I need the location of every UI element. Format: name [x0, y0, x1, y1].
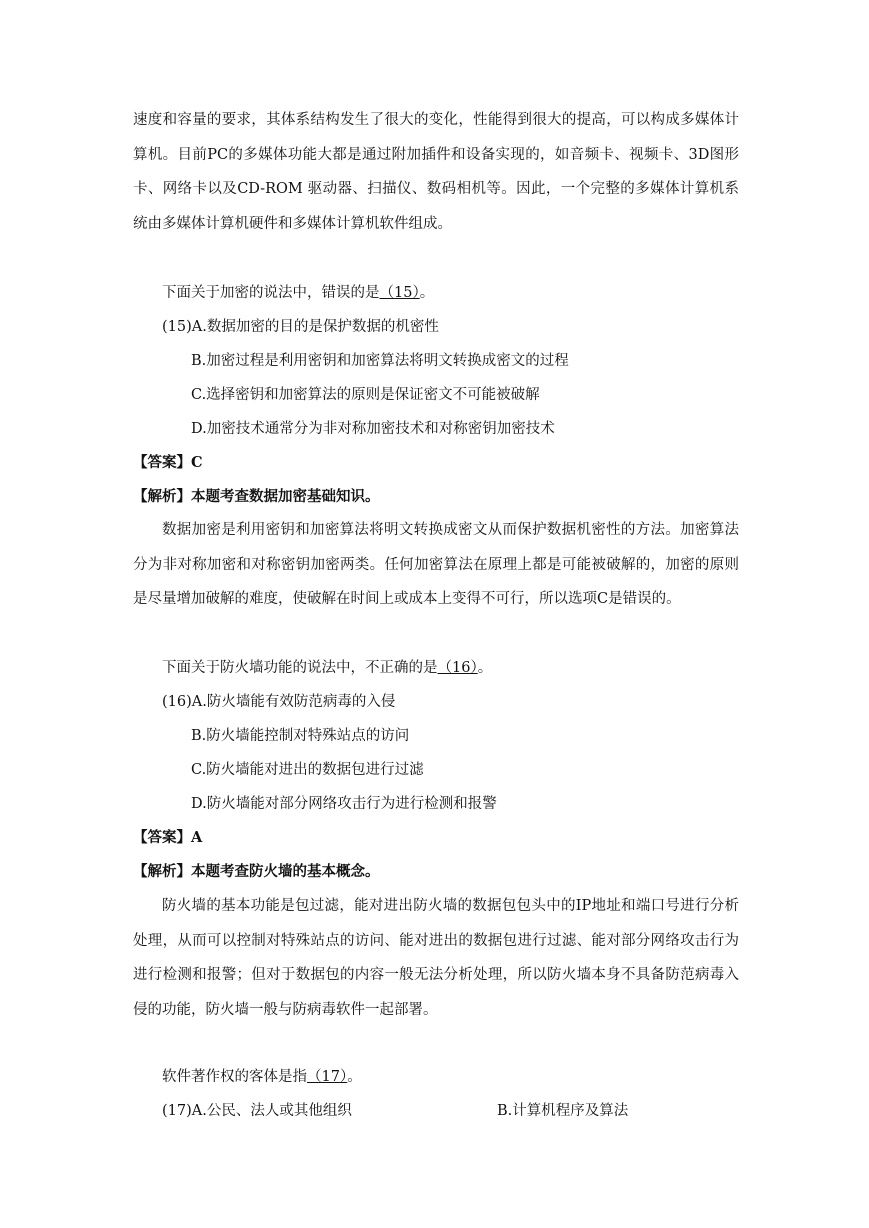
question-15-analysis-text: 数据加密是利用密钥和加密算法将明文转换成密文从而保护数据机密性的方法。加密算法分为非对称加密和对称密钥加密两类。任何加密算法在原理上都是可能被破解的，加密的原则是尽量增加破解的难度，使破解在时间上或成本上变得不可行，所以选项C是错误的。 [133, 522, 739, 607]
question-15-stem-text: 下面关于加密的说法中，错误的是 [162, 285, 380, 301]
question-16-blank: （16） [437, 660, 478, 676]
question-16-analysis-text: 防火墙的基本功能是包过滤，能对进出防火墙的数据包包头中的IP地址和端口号进行分析处理，从而可以控制对特殊站点的访问、能对进出的数据包进行过滤、能对部分网络攻击行为进行检测和报警；但对于数据包的内容一般无法分析处理，所以防火墙本身不具备防范病毒入侵的功能，防火墙一般与防病毒软件一起部署。 [133, 898, 739, 1018]
question-15-stem [162, 283, 434, 303]
question-16-option-a: (16)A.防火墙能有效防范病毒的入侵 [162, 694, 396, 710]
analysis-title: 本题考查数据加密基础知识。 [191, 488, 380, 505]
question-16-option-c: C.防火墙能对进出的数据包进行过滤 [191, 762, 424, 778]
question-16-analysis-heading [133, 862, 380, 882]
question-16-answer [133, 828, 202, 848]
question-16-stem [162, 658, 492, 678]
question-16-option-b: B.防火墙能控制对特殊站点的访问 [191, 728, 410, 744]
question-15-option-d: D.加密技术通常分为非对称加密技术和对称密钥加密技术 [191, 421, 555, 437]
question-15-option-b: B.加密过程是利用密钥和加密算法将明文转换成密文的过程 [191, 353, 569, 369]
question-17-stem [162, 1067, 362, 1087]
question-15-blank: （15） [379, 285, 420, 301]
answer-label: 【答案】 [133, 829, 191, 846]
question-17-option-b: B.计算机程序及算法 [497, 1103, 629, 1119]
question-17-stem-end: 。 [347, 1069, 362, 1085]
question-15-analysis-heading [133, 487, 380, 507]
question-15-stem-end: 。 [419, 285, 435, 301]
question-16-stem-text: 下面关于防火墙功能的说法中，不正确的是 [162, 660, 438, 676]
question-16-option-d: D.防火墙能对部分网络攻击行为进行检测和报警 [191, 796, 497, 812]
question-17-stem-text: 软件著作权的客体是指 [162, 1069, 307, 1085]
question-15-option-c: C.选择密钥和加密算法的原则是保证密文不可能被破解 [191, 387, 540, 403]
answer-value: C [191, 454, 203, 471]
analysis-label: 【解析】 [133, 863, 191, 880]
question-17-option-a: (17)A.公民、法人或其他组织 [162, 1103, 352, 1119]
answer-value: A [191, 829, 203, 846]
analysis-title: 本题考查防火墙的基本概念。 [191, 863, 380, 880]
question-16-stem-end: 。 [477, 660, 493, 676]
question-17-blank: （17） [307, 1069, 348, 1085]
answer-label: 【答案】 [133, 454, 191, 471]
question-15-option-a: (15)A.数据加密的目的是保护数据的机密性 [162, 319, 439, 335]
analysis-label: 【解析】 [133, 488, 191, 505]
question-15-answer [133, 453, 203, 473]
intro-paragraph: 速度和容量的要求，其体系结构发生了很大的变化，性能得到很大的提高，可以构成多媒体计算机。目前PC的多媒体功能大都是通过附加插件和设备实现的，如音频卡、视频卡、3D图形卡、网络卡以及CD-ROM 驱动器、扫描仪、数码相机等。因此，一个完整的多媒体计算机系统由多媒体计算机硬件和多媒体计算机软件组成。 [133, 112, 739, 232]
